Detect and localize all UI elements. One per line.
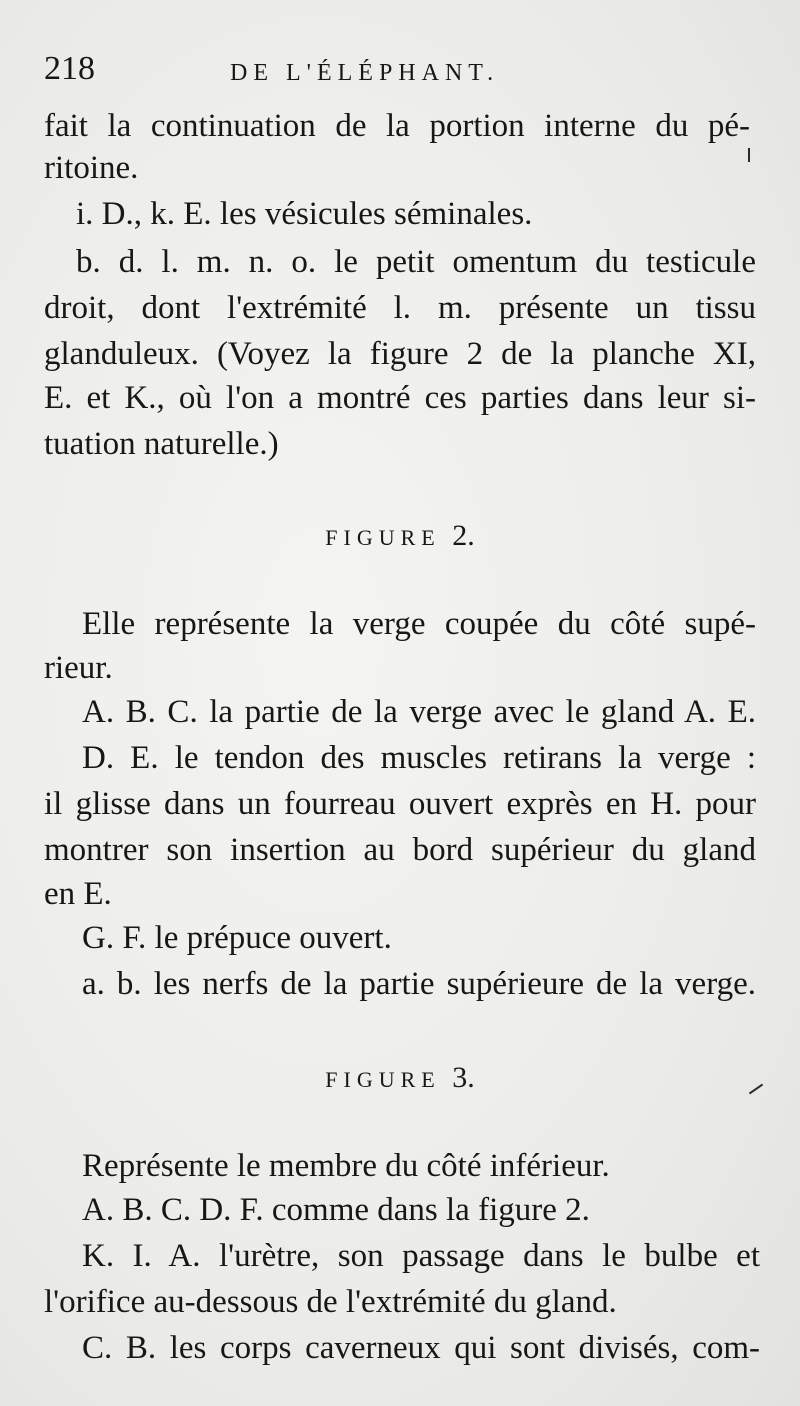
- text-line: K. I. A. l'urètre, son passage dans le bulbe et: [82, 1238, 760, 1274]
- running-head: DE L'ÉLÉPHANT.: [230, 60, 500, 86]
- text-line: A. B. C. la partie de la verge avec le gland A. E.: [82, 694, 756, 730]
- figure-heading: [0, 516, 800, 558]
- figure-heading-number: 2.: [452, 519, 475, 552]
- text-line: tuation naturelle.): [44, 426, 279, 462]
- text-line: glanduleux. (Voyez la figure 2 de la planche XI,: [44, 336, 756, 372]
- page-number: 218: [44, 50, 95, 87]
- text-line: l'orifice au-dessous de l'extrémité du gland.: [44, 1284, 617, 1320]
- text-line: fait la continuation de la portion interne du pé-: [44, 108, 750, 144]
- text-line: Représente le membre du côté inférieur.: [82, 1148, 610, 1184]
- text-line: E. et K., où l'on a montré ces parties dans leur si-: [44, 380, 756, 416]
- figure-heading-label: FIGURE: [325, 525, 441, 550]
- page-header: [44, 44, 760, 94]
- text-line: b. d. l. m. n. o. le petit omentum du testicule: [76, 244, 756, 280]
- text-line: D. E. le tendon des muscles retirans la verge :: [82, 740, 756, 776]
- figure-heading: [0, 1058, 800, 1100]
- text-line: Elle représente la verge coupée du côté supé-: [82, 606, 756, 642]
- figure-heading-label: FIGURE: [325, 1067, 441, 1092]
- text-line: C. B. les corps caverneux qui sont divisés, com-: [82, 1330, 760, 1366]
- text-line: i. D., k. E. les vésicules séminales.: [76, 196, 533, 232]
- text-line: droit, dont l'extrémité l. m. présente un tissu: [44, 290, 756, 326]
- figure-heading-number: 3.: [452, 1061, 475, 1094]
- text-line: rieur.: [44, 650, 113, 686]
- text-line: en E.: [44, 876, 112, 912]
- text-line: A. B. C. D. F. comme dans la figure 2.: [82, 1192, 590, 1228]
- text-line: a. b. les nerfs de la partie supérieure de la verge.: [82, 966, 756, 1002]
- text-line: il glisse dans un fourreau ouvert exprès en H. pour: [44, 786, 756, 822]
- text-line: montrer son insertion au bord supérieur du gland: [44, 832, 756, 868]
- scan-mark: [748, 148, 750, 162]
- text-line: ritoine.: [44, 150, 139, 186]
- text-line: G. F. le prépuce ouvert.: [82, 920, 392, 956]
